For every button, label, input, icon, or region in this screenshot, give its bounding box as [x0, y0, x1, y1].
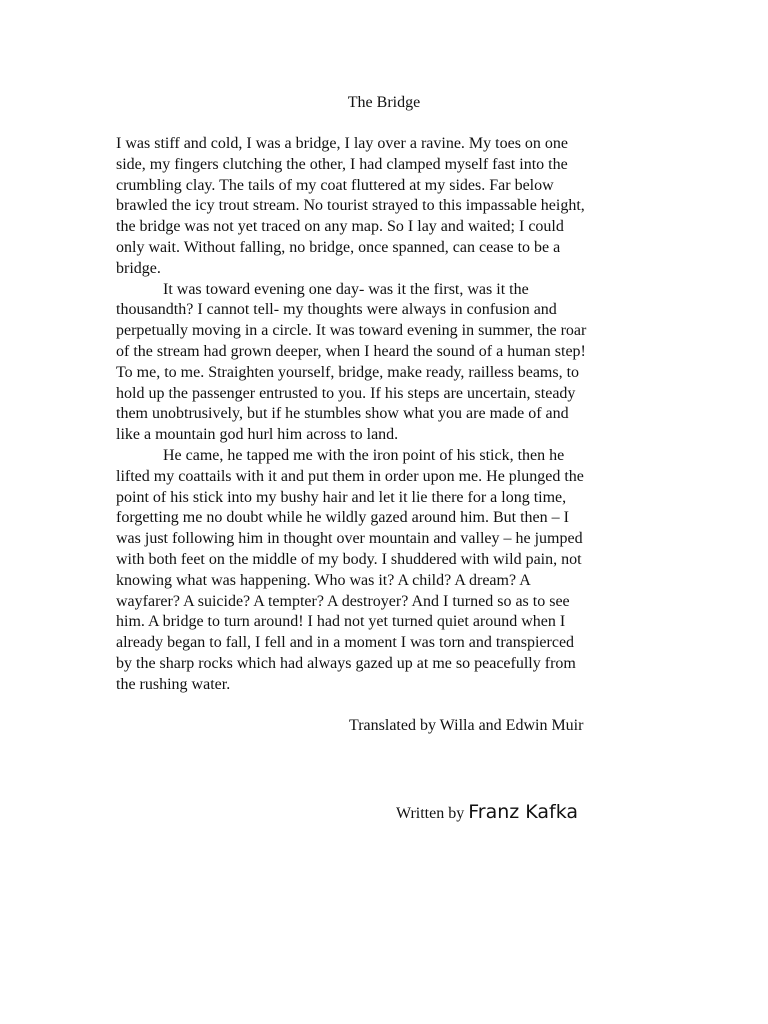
text-line: lifted my coattails with it and put them in order upon me. He plunged the: [116, 467, 584, 485]
text-line: of the stream had grown deeper, when I heard the sound of a human step!: [116, 342, 586, 360]
author-name: Franz Kafka: [468, 801, 579, 823]
text-line: with both feet on the middle of my body. I shuddered with wild pain, not: [116, 550, 582, 568]
text-line: I was stiff and cold, I was a bridge, I lay over a ravine. My toes on one: [116, 135, 569, 152]
text-line: perpetually moving in a circle. It was toward evening in summer, the roar: [116, 322, 587, 340]
text-line: only wait. Without falling, no bridge, once spanned, can cease to be a: [116, 238, 561, 256]
text-line: bridge.: [116, 259, 161, 277]
story-text: [116, 134, 676, 696]
text-line: brawled the icy trout stream. No tourist strayed to this impassable height,: [116, 197, 585, 215]
text-line: already began to fall, I fell and in a moment I was torn and transpierced: [116, 634, 575, 652]
text-line: knowing what was happening. Who was it? A child? A dream? A: [116, 571, 531, 589]
text-line: forgetting me no doubt while he wildly gazed around him. But then – I: [116, 509, 569, 527]
paragraph-start-line: He came, he tapped me with the iron point of his stick, then he: [163, 446, 565, 464]
text-line: point of his stick into my bushy hair and let it lie there for a long time,: [116, 488, 567, 506]
text-line: them unobtrusively, but if he stumbles show what you are made of and: [116, 405, 569, 423]
text-line: was just following him in thought over mountain and valley – he jumped: [116, 530, 583, 548]
text-line: wayfarer? A suicide? A tempter? A destroyer? And I turned so as to see: [116, 592, 570, 610]
text-line: side, my fingers clutching the other, I had clamped myself fast into the: [116, 155, 568, 173]
paragraph-start-line: It was toward evening one day- was it the first, was it the: [163, 280, 529, 298]
text-line: To me, to me. Straighten yourself, bridge, make ready, railless beams, to: [116, 363, 580, 381]
text-line: like a mountain god hurl him across to land.: [116, 426, 399, 444]
page-title: The Bridge: [347, 94, 421, 111]
text-line: the rushing water.: [116, 675, 231, 693]
text-line: the bridge was not yet traced on any map. So I lay and waited; I could: [116, 218, 564, 236]
text-line: crumbling clay. The tails of my coat fluttered at my sides. Far below: [116, 176, 554, 194]
text-line: him. A bridge to turn around! I had not yet turned quiet around when I: [116, 613, 566, 631]
author-prefix: Written by: [396, 805, 465, 822]
text-line: hold up the passenger entrusted to you. If his steps are uncertain, steady: [116, 384, 576, 402]
translation-credit: Translated by Willa and Edwin Muir: [349, 717, 584, 734]
author-line: [396, 799, 578, 827]
text-line: thousandth? I cannot tell- my thoughts were always in confusion and: [116, 301, 557, 319]
text-line: by the sharp rocks which had always gazed up at me so peacefully from: [116, 654, 576, 672]
